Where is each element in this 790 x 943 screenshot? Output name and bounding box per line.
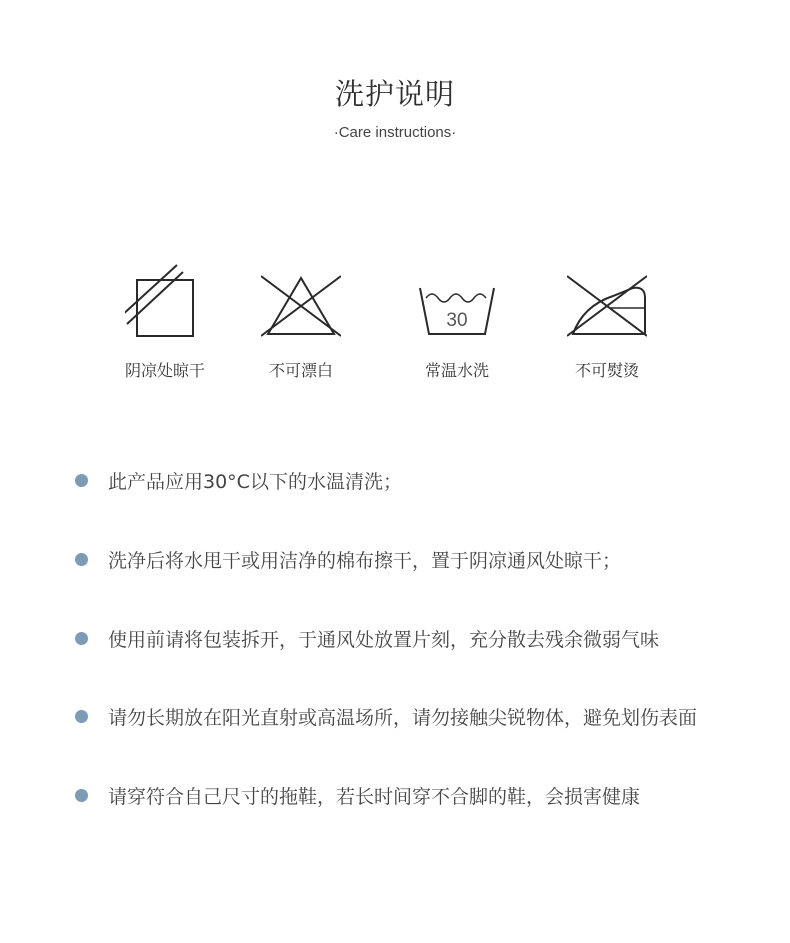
do-not-bleach-icon	[261, 262, 341, 342]
care-symbol-no-iron	[547, 262, 667, 392]
bullet-dot	[75, 789, 88, 802]
wash-30-icon	[417, 262, 497, 342]
bullet-dot	[75, 474, 88, 487]
bullet-dot	[75, 632, 88, 645]
care-label-no-iron: 不可熨烫	[574, 361, 639, 380]
dry-in-shade-icon	[125, 262, 205, 342]
care-symbol-dry-in-shade	[105, 262, 225, 392]
care-label-dry-in-shade: 阴凉处晾干	[124, 361, 205, 380]
do-not-iron-icon	[567, 262, 647, 342]
list-item	[0, 777, 790, 813]
care-label-no-bleach: 不可漂白	[268, 361, 333, 380]
instruction-text: 请穿符合自己尺寸的拖鞋，若长时间穿不合脚的鞋，会损害健康	[108, 786, 641, 808]
list-item	[0, 620, 790, 656]
care-symbol-wash-30	[397, 262, 517, 392]
list-item	[0, 462, 790, 498]
bullet-dot	[75, 710, 88, 723]
page-subtitle: ·Care instructions·	[333, 124, 457, 141]
bullet-dot	[75, 553, 88, 566]
wash-temperature: 30	[446, 310, 468, 331]
instruction-text: 此产品应用30°C以下的水温清洗；	[108, 471, 402, 493]
list-item	[0, 698, 790, 734]
instruction-text: 洗净后将水甩干或用洁净的棉布擦干，置于阴凉通风处晾干；	[108, 550, 622, 572]
care-symbol-no-bleach	[241, 262, 361, 392]
care-label-wash-30: 常温水洗	[424, 361, 489, 380]
instruction-text: 使用前请将包装拆开，于通风处放置片刻，充分散去残余微弱气味	[108, 629, 660, 651]
page-title: 洗护说明	[334, 77, 455, 111]
instruction-text: 请勿长期放在阳光直射或高温场所，请勿接触尖锐物体，避免划伤表面	[108, 707, 698, 729]
list-item	[0, 541, 790, 577]
care-symbols-row	[0, 262, 790, 392]
